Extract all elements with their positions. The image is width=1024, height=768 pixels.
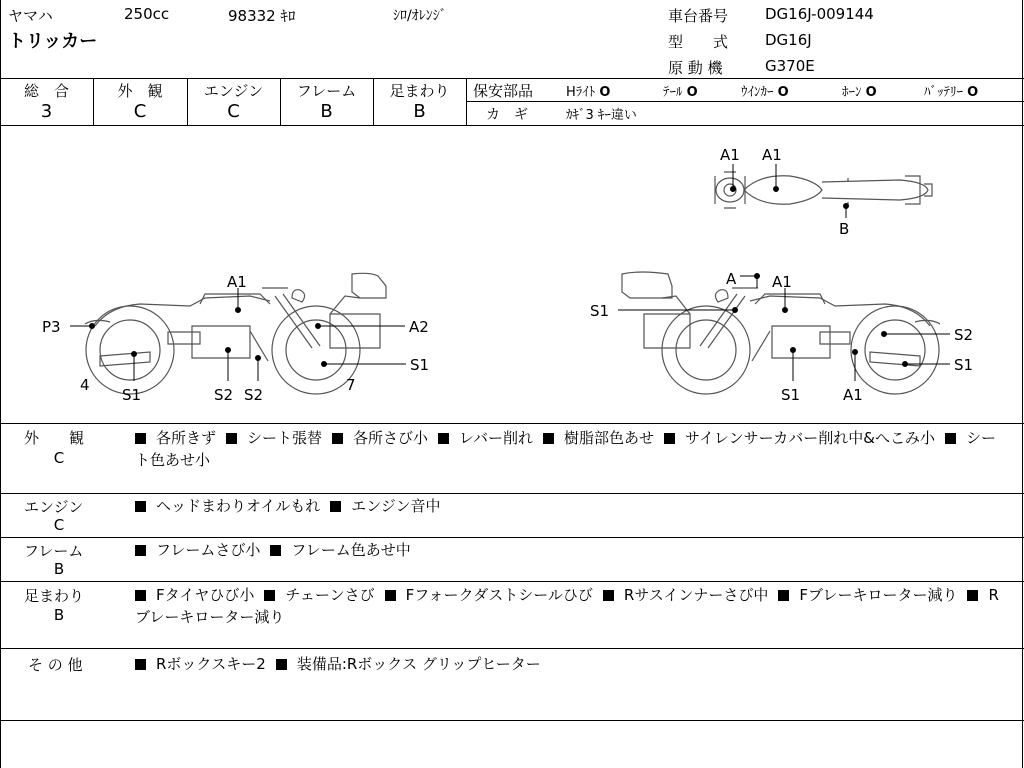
grade-value: 3	[40, 101, 53, 122]
remark-item: Rサスインナーさび中	[603, 586, 769, 604]
remark-item: 装備品:Rボックス グリップヒーター	[276, 655, 541, 673]
engine-value: G370E	[765, 57, 815, 75]
bike-left-side-view	[85, 273, 386, 394]
remark-item: Fブレーキローター減り	[778, 586, 957, 604]
diagram-label: S1	[410, 356, 430, 374]
remark-item: シート張替	[226, 429, 322, 447]
grade-value: B	[413, 101, 426, 122]
safety-item-winker	[741, 81, 789, 100]
grade-divider	[466, 78, 467, 126]
grade-label: 外 観	[117, 82, 163, 100]
section-divider	[0, 720, 1024, 721]
diagram-label: S1	[122, 386, 142, 404]
safety-item-headlight	[566, 81, 610, 100]
section-divider	[0, 537, 1024, 538]
section-divider	[0, 581, 1024, 582]
diagram-label: S1	[590, 302, 610, 320]
section-title: 足まわり	[24, 587, 85, 605]
key-value: ｶｷﾞ3 ｷｰ違い	[566, 108, 637, 123]
frame-no: DG16J-009144	[765, 5, 874, 23]
safety-item-tail	[663, 81, 698, 100]
safety-item-mark: O	[777, 85, 789, 100]
diagram-label: S2	[214, 386, 234, 404]
safety-divider	[466, 101, 1024, 102]
diagram-label: S1	[781, 386, 801, 404]
diagram-label: A2	[409, 318, 429, 336]
safety-item-name: Hﾗｲﾄ	[566, 85, 596, 100]
mileage: 98332 ｷﾛ	[228, 7, 296, 25]
maker: ヤマハ	[8, 7, 53, 25]
remark-item: フレームさび小	[135, 541, 260, 559]
remark-item: Rボックスキー2	[135, 655, 266, 673]
section-items	[135, 653, 1004, 675]
section-items	[135, 495, 1004, 517]
diagram-label: A1	[227, 273, 247, 291]
diagram-label: S1	[954, 356, 974, 374]
section-grade: C	[53, 449, 65, 467]
diagram-label: A1	[772, 273, 792, 291]
engine-cc: 250cc	[124, 5, 170, 23]
remark-item: サイレンサーカバー削れ中&へこみ小	[664, 429, 935, 447]
section-grade: B	[53, 560, 65, 578]
section-divider	[0, 648, 1024, 649]
safety-item-name: ｳｲﾝｶｰ	[741, 85, 774, 100]
grade-table-top-border	[0, 78, 1024, 79]
diagram-label: S2	[954, 326, 974, 344]
diagram-label: S2	[244, 386, 264, 404]
grade-value: C	[133, 101, 147, 122]
remark-item: シート色あせ小	[135, 429, 997, 469]
key-label: カ ギ	[486, 107, 528, 123]
diagram-label: 4	[80, 376, 90, 394]
diagram-label: A1	[762, 146, 782, 164]
remark-item: 樹脂部色あせ	[543, 429, 654, 447]
safety-item-mark: O	[599, 85, 611, 100]
grade-label: 足まわり	[389, 82, 450, 100]
section-title: エンジン	[24, 498, 84, 516]
section-divider	[0, 493, 1024, 494]
type-value: DG16J	[765, 31, 812, 49]
frame-no-label: 車台番号	[668, 7, 729, 25]
remark-item: 各所きず	[135, 429, 216, 447]
safety-item-name: ﾊﾞｯﾃﾘｰ	[924, 85, 963, 100]
diagram-label: A	[726, 270, 737, 288]
section-items	[135, 427, 1004, 471]
safety-item-name: ﾃｰﾙ	[663, 85, 683, 100]
safety-item-mark: O	[865, 85, 877, 100]
remark-item: レバー削れ	[438, 429, 533, 447]
remark-item: エンジン音中	[330, 497, 440, 515]
diagram-bottom-border	[0, 423, 1024, 424]
grade-value: C	[227, 101, 240, 122]
diagram-label: A1	[843, 386, 863, 404]
section-title: フレーム	[24, 542, 84, 560]
section-title: そ の 他	[28, 656, 83, 674]
remark-item: 各所さび小	[332, 429, 428, 447]
type-label: 型 式	[668, 33, 729, 51]
remark-item: ヘッドまわりオイルもれ	[135, 497, 320, 515]
safety-label: 保安部品	[473, 82, 534, 100]
motorcycle-diagram	[0, 126, 1022, 422]
safety-item-battery	[924, 81, 978, 100]
diagram-label: B	[839, 220, 850, 238]
remark-item: Fタイヤひび小	[135, 586, 254, 604]
grade-value: B	[320, 101, 333, 122]
color: ｼﾛ/ｵﾚﾝｼﾞ	[393, 8, 447, 24]
remark-item: チェーンさび	[264, 586, 374, 604]
remark-item: フレーム色あせ中	[270, 541, 410, 559]
safety-item-mark: O	[686, 85, 698, 100]
section-grade: C	[53, 516, 65, 534]
section-title: 外 観	[24, 429, 85, 447]
grade-label: エンジン	[203, 82, 264, 100]
safety-item-mark: O	[967, 85, 979, 100]
grade-label: 総 合	[23, 82, 69, 100]
engine-label: 原 動 機	[668, 59, 723, 77]
diagram-label: A1	[720, 146, 740, 164]
safety-item-horn	[842, 81, 877, 100]
remark-item: Rブレーキローター減り	[135, 586, 999, 626]
section-items	[135, 584, 1004, 628]
model-name: トリッカー	[8, 31, 98, 52]
grade-label: フレーム	[296, 82, 357, 100]
diagram-label: 7	[346, 376, 356, 394]
diagram-label: P3	[42, 318, 61, 336]
safety-item-name: ﾎｰﾝ	[842, 85, 862, 100]
bike-top-view	[715, 172, 932, 208]
remark-item: Fフォークダストシールひび	[385, 586, 593, 604]
section-grade: B	[53, 606, 65, 624]
section-items	[135, 539, 1004, 561]
frame-right-border	[1022, 0, 1023, 768]
